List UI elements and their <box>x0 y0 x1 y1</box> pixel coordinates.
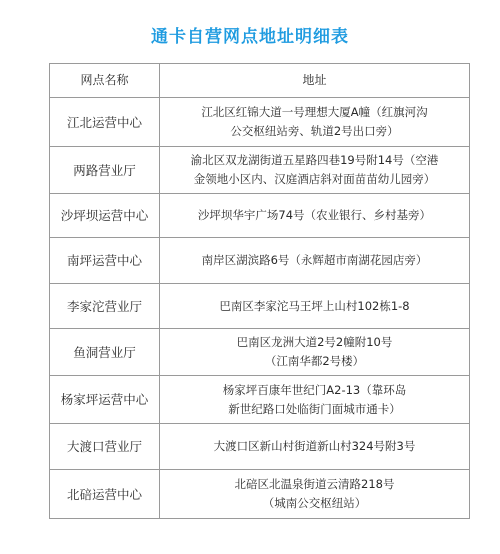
address-line: 巴南区龙洲大道2号2幢附10号 <box>236 335 393 349</box>
address-line: 大渡口区新山村街道新山村324号附3号 <box>213 439 416 453</box>
branch-name: 沙坪坝运营中心 <box>50 194 160 238</box>
table-row <box>50 194 470 238</box>
branch-name: 南坪运营中心 <box>50 238 160 284</box>
branch-address <box>160 194 470 238</box>
header-address: 地址 <box>160 64 470 98</box>
address-line: （城南公交枢纽站） <box>262 496 367 510</box>
branch-address <box>160 424 470 470</box>
branch-address <box>160 98 470 147</box>
table-body <box>50 98 470 519</box>
address-line: 江北区红锦大道一号理想大厦A幢（红旗河沟 <box>201 105 428 119</box>
branch-name: 杨家坪运营中心 <box>50 376 160 424</box>
branch-name: 大渡口营业厅 <box>50 424 160 470</box>
branch-address <box>160 238 470 284</box>
table-row <box>50 470 470 519</box>
table-row <box>50 284 470 329</box>
address-table <box>49 63 470 519</box>
address-line: 新世纪路口处临街门面城市通卡） <box>228 401 401 416</box>
branch-name: 北碚运营中心 <box>50 470 160 519</box>
table-header-row <box>50 64 470 98</box>
address-line: 渝北区双龙湖街道五星路四巷19号附14号（空港 <box>190 153 439 167</box>
branch-name: 两路营业厅 <box>50 147 160 194</box>
branch-address <box>160 329 470 376</box>
address-line: 沙坪坝华宇广场74号（农业银行、乡村基旁） <box>197 208 432 222</box>
table-row <box>50 147 470 194</box>
header-name: 网点名称 <box>50 64 160 98</box>
branch-name: 李家沱营业厅 <box>50 284 160 329</box>
address-line: 公交枢纽站旁、轨道2号出口旁） <box>230 124 399 138</box>
page-title: 通卡自营网点地址明细表 <box>151 27 349 47</box>
branch-name: 鱼洞营业厅 <box>50 329 160 376</box>
table-row <box>50 329 470 376</box>
branch-name: 江北运营中心 <box>50 98 160 147</box>
branch-address <box>160 470 470 519</box>
address-line: 南岸区湖滨路6号（永辉超市南湖花园店旁） <box>201 253 428 267</box>
table-row <box>50 98 470 147</box>
table-row <box>50 376 470 424</box>
branch-address <box>160 147 470 194</box>
address-line: 北碚区北温泉街道云清路218号 <box>234 477 395 491</box>
address-line: （江南华都2号楼） <box>264 354 365 368</box>
table-row <box>50 424 470 470</box>
table-row <box>50 238 470 284</box>
branch-address <box>160 284 470 329</box>
address-line: 巴南区李家沱马王坪上山村102栋1-8 <box>219 298 410 313</box>
address-line: 杨家坪百康年世纪门A2-13（靠环岛 <box>222 382 407 397</box>
branch-address <box>160 376 470 424</box>
address-line: 金领地小区内、汉庭酒店斜对面苗苗幼儿园旁） <box>193 172 436 186</box>
